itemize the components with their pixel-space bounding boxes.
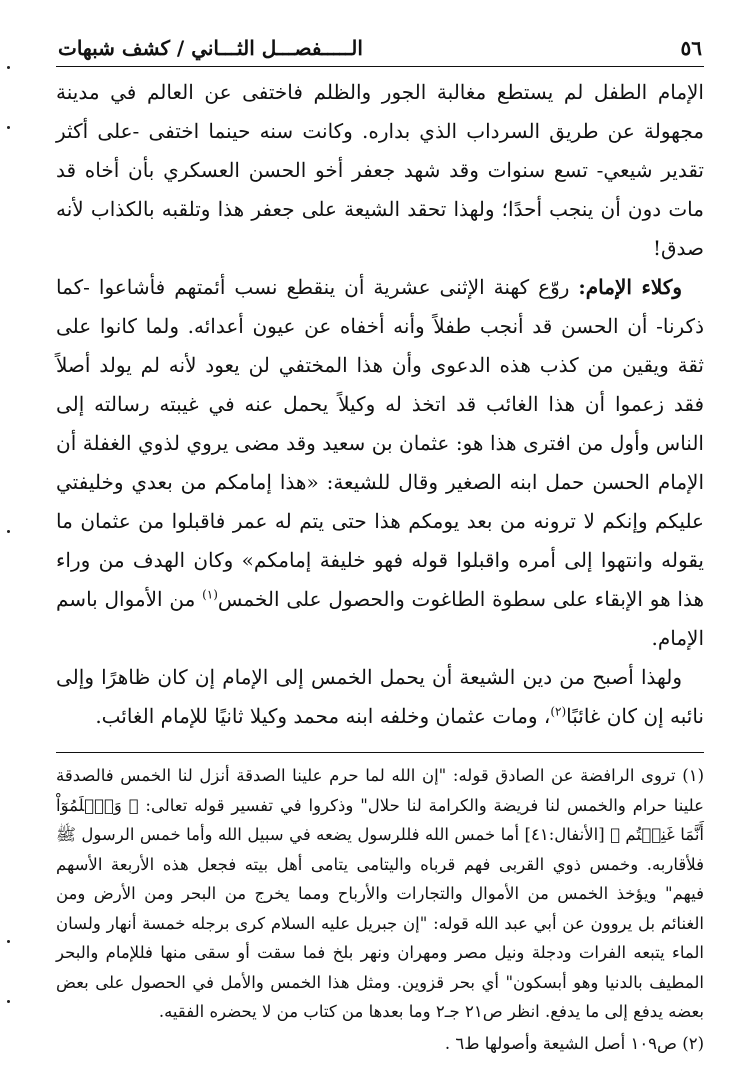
footnote-ref-1[interactable]: (١) <box>202 587 218 602</box>
margin-dot-3 <box>7 530 10 533</box>
paragraph-1-text: الإمام الطفل لم يستطع مغالبة الجور والظلم فاختفى عن العالم في مدينة مجهولة عن طريق السرداب الذي بداره. وكانت سنه حينما اختفى -على أكثر تقدير شيعي- تسع سنوات وقد شهد جعفر أخو الحسن العسكري بأن أخاه قد مات دون أن ينجب أحدًا؛ ولهذا تحقد الشيعة على جعفر هذا وتلقبه بالكذاب لأنه صدق! <box>56 80 704 260</box>
footnote-ref-2[interactable]: (٢) <box>550 704 567 719</box>
margin-dot-5 <box>7 1000 10 1003</box>
margin-dot-1 <box>7 66 10 69</box>
footnotes <box>56 761 704 1058</box>
margin-dot-4 <box>7 940 10 943</box>
main-text <box>56 73 704 736</box>
page-header <box>56 36 704 67</box>
paragraph-2-tail: من الأموال باسم الإمام. <box>56 587 704 650</box>
page-number: ٥٦ <box>680 36 702 60</box>
paragraph-2-text: روّع كهنة الإثنى عشرية أن ينقطع نسب أئمتهم فأشاعوا -كما ذكرنا- أن الحسن قد أنجب طفلاً وأنه أخفاه عن عيون أعدائه. ولما كانوا على ثقة ويقين من كذب هذه الدعوى وأن هذا المختفي لن يعود لأنه لم يولد أصلاً فقد زعموا أن هذا الغائب قد اتخذ له وكيلاً يحمل عنه في غيبته رسالته إلى الناس وأول من افترى هذا هو: عثمان بن سعيد وقد مضى يروي لذوي الغفلة أن الإمام الحسن حمل ابنه الصغير وقال للشيعة: «هذا إمامكم من بعدي وخليفتي عليكم وإنكم لا ترونه من بعد يومكم هذا حتى يتم له عمر فاقبلوا من عثمان ما يقوله وانتهوا إلى أمره واقبلوا قوله فهو خليفة إمامكم» وكان الهدف من وراء هذا هو الإبقاء على سطوة الطاغوت والحصول على الخمس <box>56 275 704 611</box>
paragraph-2 <box>56 268 704 658</box>
section-heading: وكلاء الإمام: <box>578 275 683 299</box>
paragraph-3 <box>56 658 704 736</box>
chapter-title: الـــــفصـــل الثـــاني / كشف شبهات <box>58 36 363 60</box>
footnote-2: (٢) ص١٠٩ أصل الشيعة وأصولها ط٦ . <box>444 1033 704 1053</box>
book-page <box>56 36 704 1058</box>
paragraph-3-text: ولهذا أصبح من دين الشيعة أن يحمل الخمس إلى الإمام إن كان ظاهرًا وإلى نائبه إن كان غائبًا <box>56 665 704 728</box>
footnote-1: (١) تروى الرافضة عن الصادق قوله: "إن الله لما حرم علينا الصدقة أنزل لنا الخمس فالصدقة علينا حرام والخمس لنا فريضة والكرامة لنا حلال" وذكروا في تفسير قوله تعالى: ﴿ وَٱعۡلَمُوٓاْ أَنَّمَا غَنِمۡتُم ﴾ [الأنفال:٤١] أما خمس الله فللرسول يضعه في سبيل الله وأما خمس الرسول ﷺ فلأقاربه. وخمس ذوي القربى فهم قرباه واليتامى يتامى أهل بيته فجعل هذه الأربعة الأسهم فيهم" ويؤخذ الخمس من الأموال والتجارات والأرباح ومما يخرج من البحر ومن الأرض ومن الغنائم بل يروون عن أبي عبد الله قوله: "إن جبريل عليه السلام كرى برجله خمسة أنهار ولسان الماء يتبعه الفرات ودجلة ونيل مصر ومهران ونهر بلخ فما سقت أو سقى منها فللإمام والبحر المطيف بالدنيا وهو أبسكون" أي بحر قزوين. ومثل هذا الخمس والأمل في الحصول على بعض بعضه يدفع إلى ما يدفع. انظر ص٢١ جـ٢ وما بعدها من كتاب من لا يحضره الفقيه. <box>56 766 704 1021</box>
footnote-divider <box>56 752 704 753</box>
margin-dot-2 <box>7 126 10 129</box>
paragraph-1 <box>56 73 704 268</box>
paragraph-3-tail: ، ومات عثمان وخلفه ابنه محمد وكيلا ثانيًا للإمام الغائب. <box>95 704 551 728</box>
